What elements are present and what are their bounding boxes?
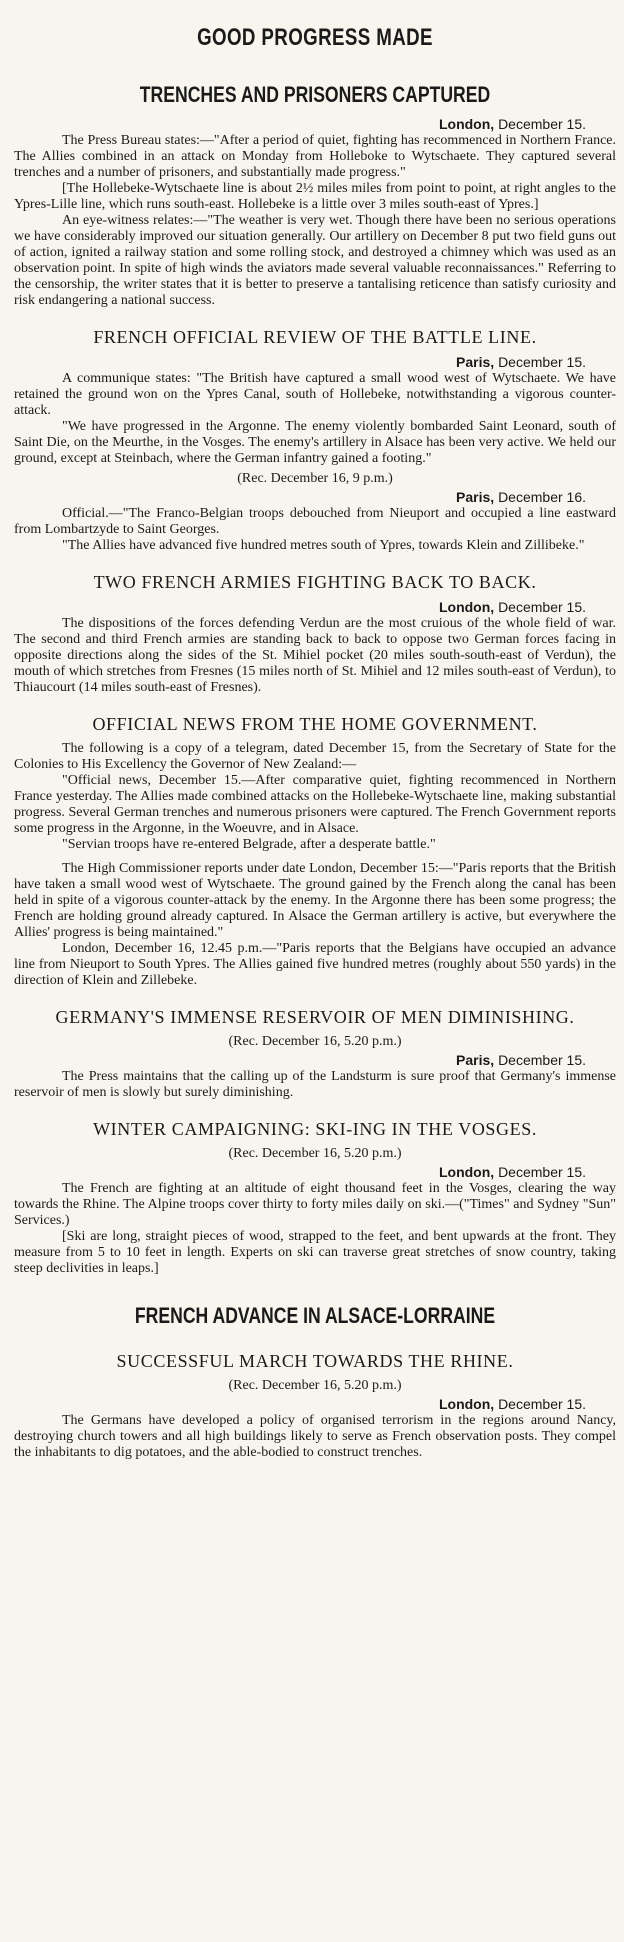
dateline [14, 1164, 586, 1180]
dateline-place: London, [438, 116, 495, 132]
article-section [14, 327, 616, 467]
dateline-date: December 15. [498, 1164, 586, 1180]
section-heading: OFFICIAL NEWS FROM THE HOME GOVERNMENT. [92, 714, 538, 734]
dateline-place: Paris, [456, 1052, 495, 1068]
paragraph: The Press maintains that the calling up of the Landsturm is sure proof that Germany's immense reservoir of men is slowly but surely diminishing. [14, 1069, 616, 1100]
section-heading: SUCCESSFUL MARCH TOWARDS THE RHINE. [116, 1351, 514, 1371]
dateline-date: December 15. [498, 116, 586, 132]
paragraph: "The Allies have advanced five hundred metres south of Ypres, towards Klein and Zillibeke." [62, 538, 585, 553]
article-section [14, 1007, 616, 1101]
section-heading: FRENCH OFFICIAL REVIEW OF THE BATTLE LINE. [93, 327, 537, 347]
paragraph: A communique states: "The British have captured a small wood west of Wytschaete. We have retained the ground won on the Ypres Canal, south of Hollebeke, notwithstanding a vigorous counter-attack. [14, 371, 616, 418]
article-section [14, 1119, 616, 1277]
paragraph: "Servian troops have re-entered Belgrade, after a desperate battle." [62, 837, 436, 852]
dateline-date: December 15. [498, 354, 586, 370]
subheadline: TRENCHES AND PRISONERS CAPTURED [139, 82, 491, 107]
paragraph: [Ski are long, straight pieces of wood, strapped to the feet, and bent upwards at the front. They measure from 5 to 10 feet in length. Experts on ski can traverse great stretches of snow country, taking steep declivities in leaps.] [14, 1229, 616, 1276]
dateline-place: Paris, [456, 489, 495, 505]
dateline [14, 116, 586, 132]
section-heading: TWO FRENCH ARMIES FIGHTING BACK TO BACK. [93, 572, 537, 592]
article-section [14, 116, 616, 309]
section-heading: GERMANY'S IMMENSE RESERVOIR OF MEN DIMINISHING. [55, 1007, 575, 1027]
received-note: (Rec. December 16, 5.20 p.m.) [228, 1146, 402, 1161]
paragraph: "Official news, December 15.—After comparative quiet, fighting recommenced in Northern France yesterday. The Allies made combined attacks on the Hollebeke-Wytschaete line, making substantial progress. Several German trenches and numerous prisoners were captured. The French Government reports some progress in the Argonne, in the Woeuvre, and in Alsace. [14, 773, 616, 836]
paragraph: The Press Bureau states:—"After a period of quiet, fighting has recommenced in Northern France. The Allies combined in an attack on Monday from Holleboke to Wytschaete. They captured several trenches and a number of prisoners, and substantially made progress." [14, 133, 616, 180]
dateline [14, 599, 586, 615]
received-note: (Rec. December 16, 5.20 p.m.) [228, 1034, 402, 1049]
paragraph: The following is a copy of a telegram, dated December 15, from the Secretary of State for the Colonies to His Excellency the Governor of New Zealand:— [14, 741, 616, 772]
article-section [14, 572, 616, 696]
paragraph: "We have progressed in the Argonne. The enemy violently bombarded Saint Leonard, south of Saint Die, on the Meurthe, in the Vosges. The enemy's artillery in Alsace has been very active. We held our ground, except at Steinbach, where the German infantry gained a footing." [14, 419, 616, 466]
dateline-place: Paris, [456, 354, 495, 370]
dateline-place: London, [438, 1396, 495, 1412]
paragraph: The dispositions of the forces defending Verdun are the most cruious of the whole field of war. The second and third French armies are standing back to back to oppose two German forces facing in opposite directions along the sides of the St. Mihiel pocket (20 miles south-south-east of Verdun), the mouth of which stretches from Fresnes (15 miles north of St. Mihiel and 12 miles south-east of Verdun), to Thiaucourt (14 miles south-east of Fresnes). [14, 616, 616, 695]
dateline-date: December 15. [498, 1396, 586, 1412]
paragraph: The Germans have developed a policy of organised terrorism in the regions around Nancy, destroying church towers and all high buildings likely to serve as French observation posts. They compel the inhabitants to dig potatoes, and the able-bodied to construct trenches. [14, 1413, 616, 1460]
paragraph: [The Hollebeke-Wytschaete line is about 2½ miles miles from point to point, at right angles to the Ypres-Lille line, which runs south-east. Hollebeke is a little over 3 miles south-east of Ypres.] [14, 181, 616, 212]
paragraph: The High Commissioner reports under date London, December 15:—"Paris reports that the British have taken a small wood west of Wytschaete. The ground gained by the French along the canal has been held in spite of a vigorous counter-attack by the enemy. In the Argonne there has been some progress; the French are holding ground already captured. In Alsace the German artillery is active, but everywhere the Allies' progress is being maintained." [14, 861, 616, 940]
article-section [14, 471, 616, 554]
dateline-date: December 15. [498, 599, 586, 615]
article-section [14, 1351, 616, 1461]
received-note: (Rec. December 16, 9 p.m.) [237, 471, 393, 486]
final-headline: FRENCH ADVANCE IN ALSACE-LORRAINE [134, 1303, 496, 1328]
dateline-place: London, [438, 1164, 495, 1180]
dateline [14, 354, 586, 370]
article-section [14, 714, 616, 989]
dateline [14, 1396, 586, 1412]
dateline-date: December 16. [498, 489, 586, 505]
paragraph: London, December 16, 12.45 p.m.—"Paris reports that the Belgians have occupied an advance line from Nieuport to South Ypres. The Allies gained five hundred metres (roughly about 550 yards) in the direction of Klein and Zillebeke. [14, 941, 616, 988]
dateline [14, 489, 586, 505]
received-note: (Rec. December 16, 5.20 p.m.) [228, 1378, 402, 1393]
paragraph: Official.—"The Franco-Belgian troops debouched from Nieuport and occupied a line eastward from Lombartzyde to Saint Georges. [14, 506, 616, 537]
dateline-date: December 15. [498, 1052, 586, 1068]
paragraph: The French are fighting at an altitude of eight thousand feet in the Vosges, clearing the way towards the Rhine. The Alpine troops cover thirty to forty miles daily on ski.—("Times" and Sydney "Sun" Services.) [14, 1181, 616, 1228]
headline: GOOD PROGRESS MADE [197, 24, 433, 51]
dateline [14, 1052, 586, 1068]
section-heading: WINTER CAMPAIGNING: SKI-ING IN THE VOSGES. [93, 1119, 537, 1139]
paragraph: An eye-witness relates:—"The weather is very wet. Though there have been no serious operations we have considerably improved our situation generally. Our artillery on December 8 put two field guns out of action, ignited a railway station and some rolling stock, and destroyed a chimney which was used as an observation point. In spite of high winds the aviators made several valuable reconnaissances." Referring to the censorship, the writer states that it is better to preserve a tantalising reticence than satisfy curiosity and risk endangering a national success. [14, 213, 616, 308]
dateline-place: London, [438, 599, 495, 615]
